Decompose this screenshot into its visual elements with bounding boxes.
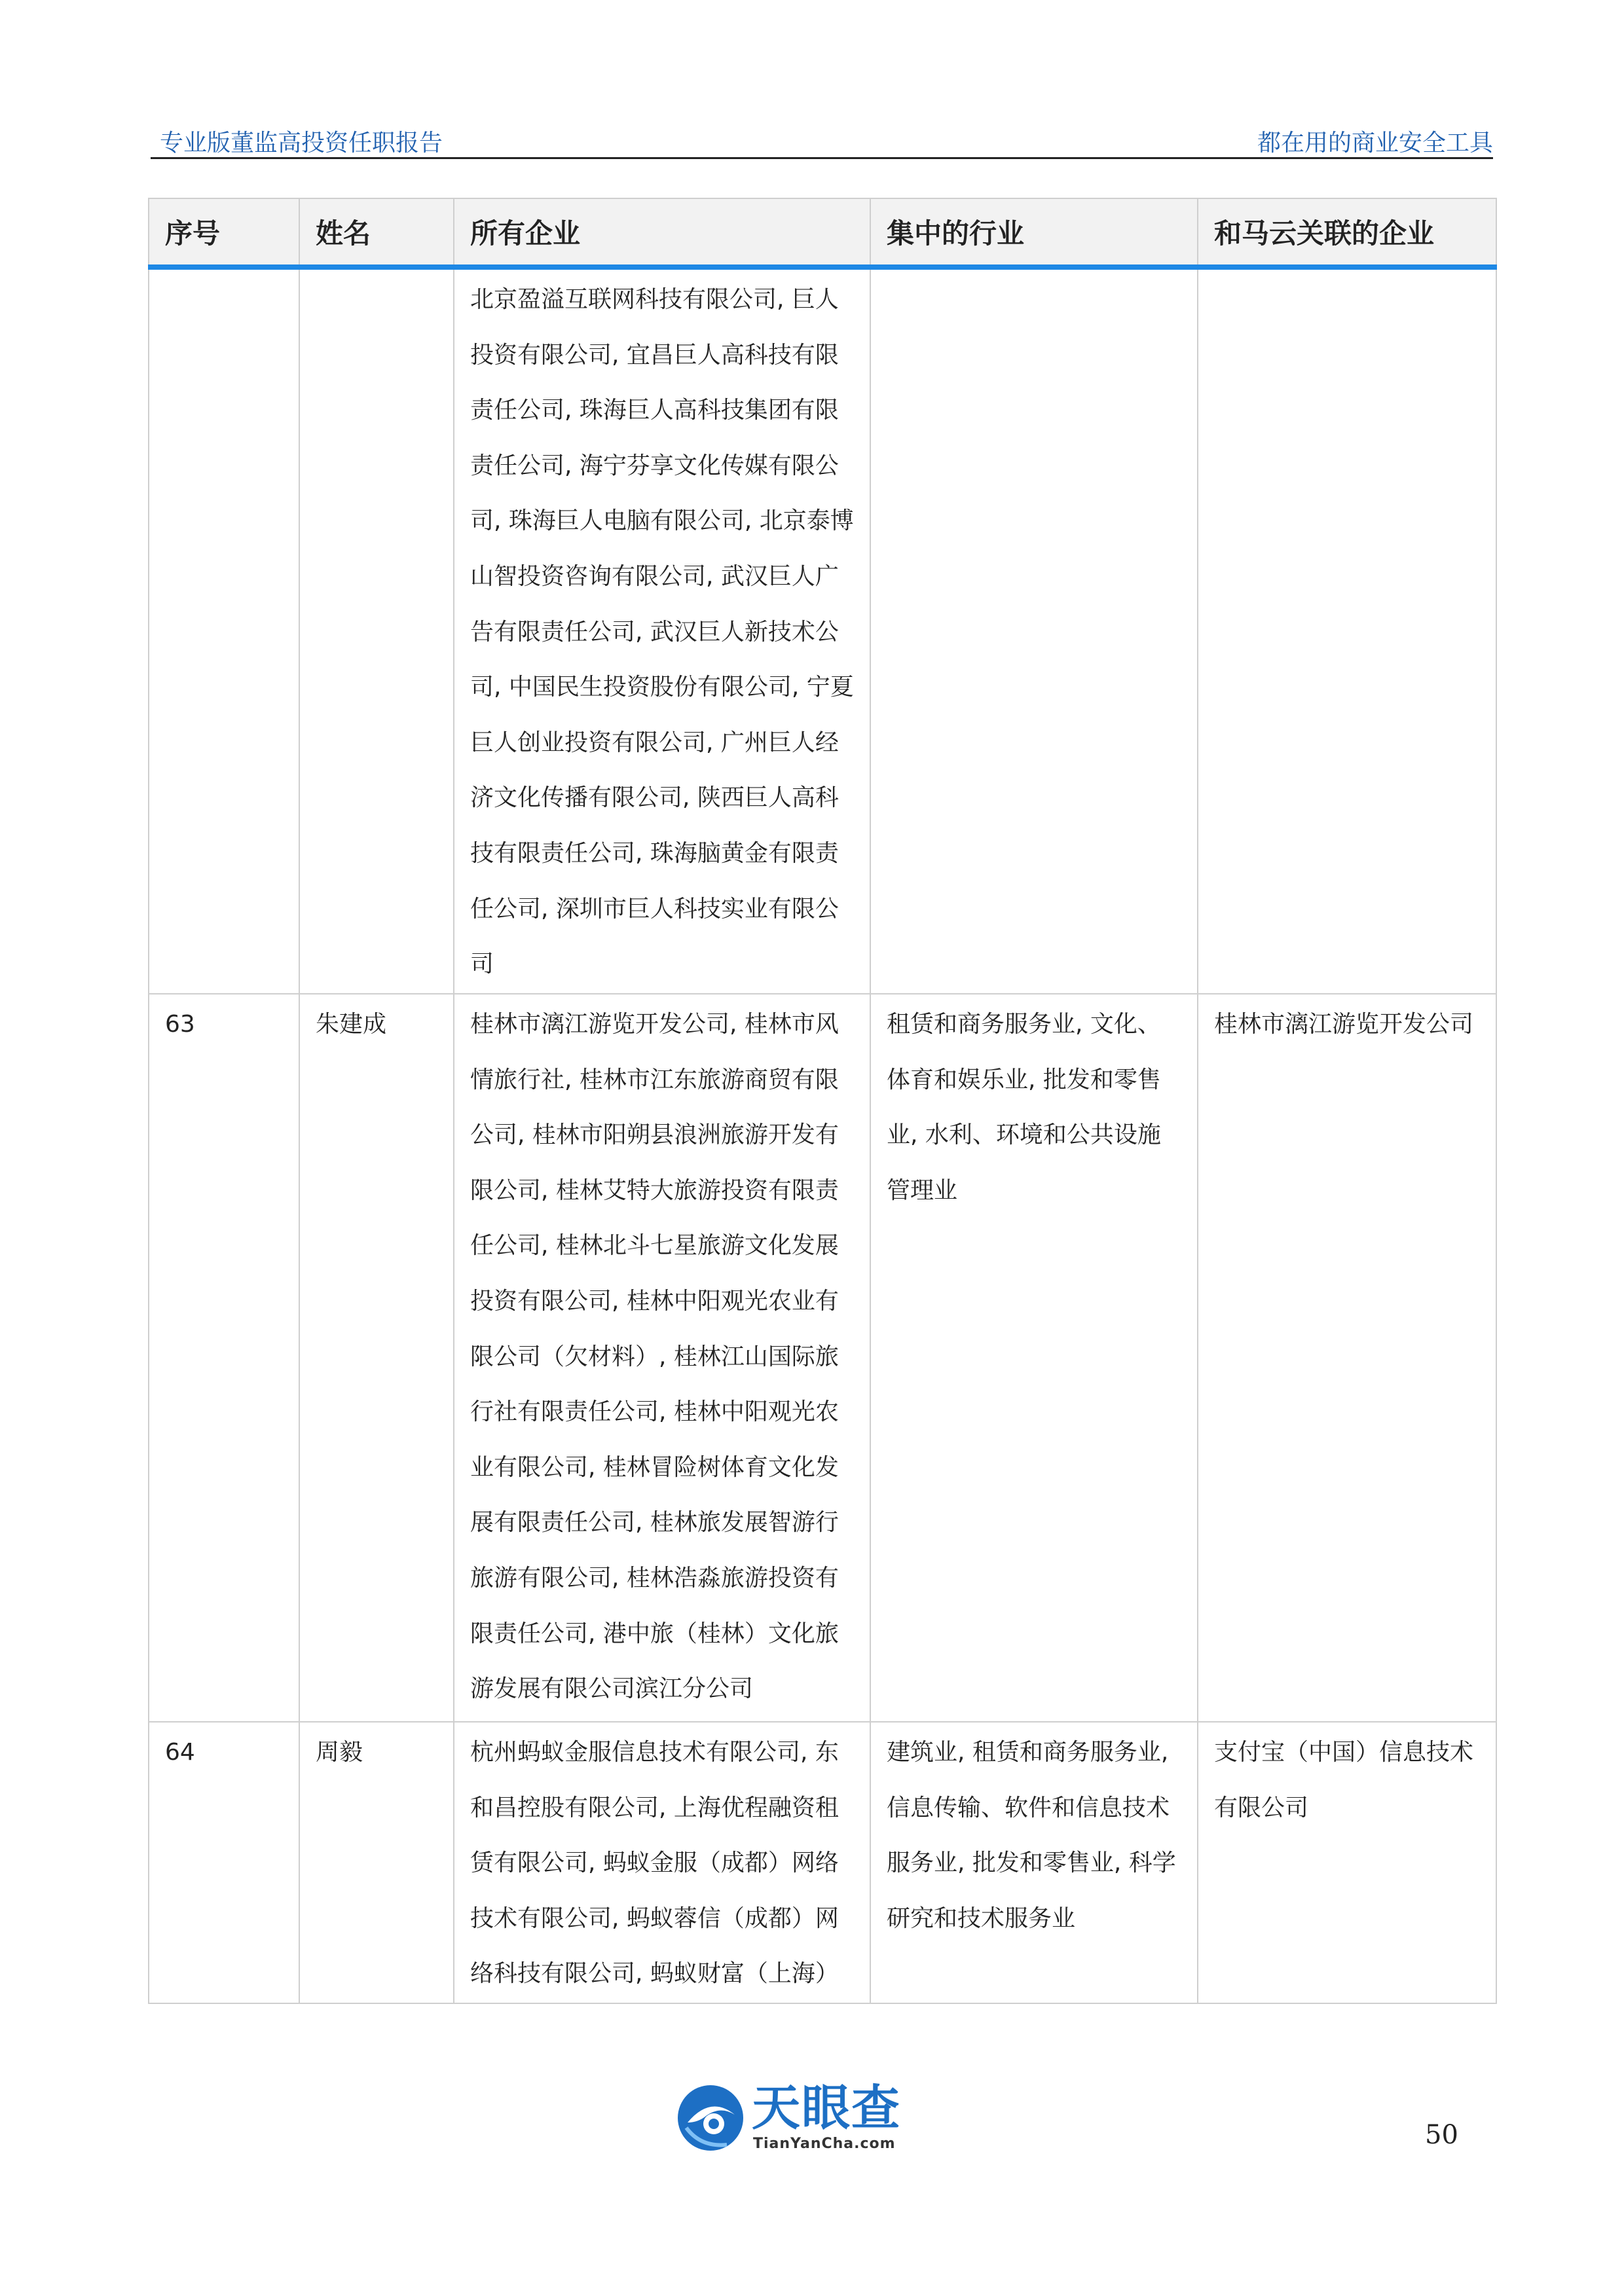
table-row — [149, 267, 1496, 994]
row-index — [149, 267, 299, 994]
column-header-industries: 集中的行业 — [870, 198, 1198, 267]
header-divider — [151, 157, 1493, 159]
row-industries — [870, 267, 1198, 994]
row-person-name: 朱建成 — [299, 994, 454, 1722]
column-header-companies: 所有企业 — [454, 198, 870, 267]
table-header-row — [149, 198, 1496, 267]
header-slogan: 都在用的商业安全工具 — [1257, 130, 1493, 156]
row-person-name: 周毅 — [299, 1722, 454, 2003]
column-header-name: 姓名 — [299, 198, 454, 267]
row-person-name — [299, 267, 454, 994]
row-index: 64 — [149, 1722, 299, 2003]
table-row — [149, 994, 1496, 1722]
logo-chinese-text: 天眼查 — [752, 2080, 901, 2136]
row-companies-text: 桂林市漓江游览开发公司, 桂林市风情旅行社, 桂林市江东旅游商贸有限公司, 桂林市阳朔县浪洲旅游开发有限公司, 桂林艾特大旅游投资有限责任公司, 桂林北斗七星旅游文化发展投资有限公司, 桂林中阳观光农业有限公司（欠材料）, 桂林江山国际旅行社有限责任公司, 桂林中阳观光农业有限公司, 桂林冒险树体育文化发展有限责任公司, 桂林旅发展智游行旅游有限公司, 桂林浩淼旅游投资有限责任公司, 港中旅（桂林）文化旅游发展有限公司滨江分公司 — [470, 1011, 839, 1703]
tianyancha-eye-icon — [674, 2082, 747, 2154]
report-title: 专业版董监高投资任职报告 — [160, 130, 443, 156]
row-companies — [454, 267, 870, 994]
page-number: 50 — [1425, 2120, 1458, 2150]
row-related-companies — [1198, 267, 1496, 994]
column-header-index: 序号 — [149, 198, 299, 267]
row-related-companies: 支付宝（中国）信息技术有限公司 — [1198, 1722, 1496, 2003]
row-index: 63 — [149, 994, 299, 1722]
row-companies — [454, 1722, 870, 2003]
column-header-related: 和马云关联的企业 — [1198, 198, 1496, 267]
row-industries: 租赁和商务服务业, 文化、体育和娱乐业, 批发和零售业, 水利、环境和公共设施管理业 — [870, 994, 1198, 1722]
table-row — [149, 1722, 1496, 2003]
executive-investment-table — [148, 198, 1497, 2004]
logo-domain-text: TianYanCha.com — [753, 2136, 896, 2152]
row-companies-text: 杭州蚂蚁金服信息技术有限公司, 东和昌控股有限公司, 上海优程融资租赁有限公司, 蚂蚁金服（成都）网络技术有限公司, 蚂蚁蓉信（成都）网络科技有限公司, 蚂蚁财富（上海） — [470, 1739, 839, 1988]
row-related-companies: 桂林市漓江游览开发公司 — [1198, 994, 1496, 1722]
tianyancha-logo — [674, 2082, 910, 2154]
row-industries: 建筑业, 租赁和商务服务业, 信息传输、软件和信息技术服务业, 批发和零售业, 科学研究和技术服务业 — [870, 1722, 1198, 2003]
row-companies — [454, 994, 870, 1722]
row-companies-text: 北京盈溢互联网科技有限公司, 巨人投资有限公司, 宜昌巨人高科技有限责任公司, 珠海巨人高科技集团有限责任公司, 海宁芬享文化传媒有限公司, 珠海巨人电脑有限公司, 北京泰博山智投资咨询有限公司, 武汉巨人广告有限责任公司, 武汉巨人新技术公司, 中国民生投资股份有限公司, 宁夏巨人创业投资有限公司, 广州巨人经济文化传播有限公司, 陕西巨人高科技有限责任公司, 珠海脑黄金有限责任公司, 深圳市巨人科技实业有限公司 — [470, 286, 854, 978]
